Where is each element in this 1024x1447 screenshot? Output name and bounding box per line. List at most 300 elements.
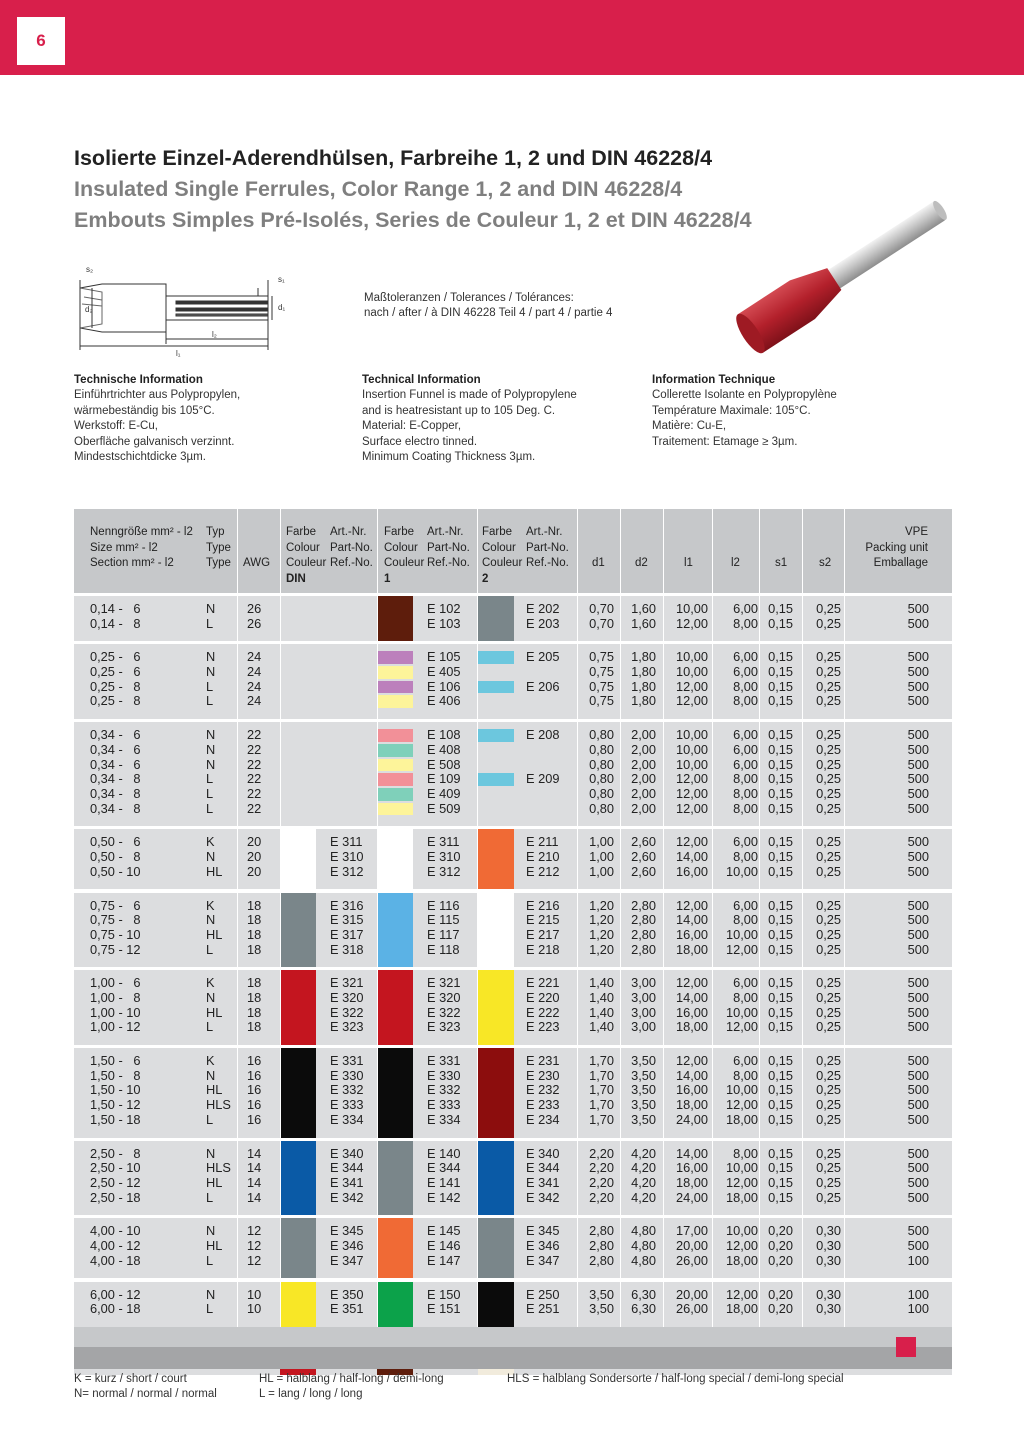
tolerances-line-2: nach / after / à DIN 46228 Teil 4 / part 4 / partie 4 — [364, 307, 613, 319]
cell-s2: 0,25 — [816, 1189, 841, 1205]
cell-d2: 4,20 — [631, 1189, 656, 1205]
cell-d2: 4,80 — [631, 1238, 656, 1254]
cell-s2: 0,25 — [816, 834, 841, 850]
cell-d1: 1,40 — [589, 989, 614, 1005]
table-row-group — [74, 644, 952, 719]
cell-partno-series1: E 108 — [427, 727, 461, 743]
cell-type: HLS — [206, 1160, 231, 1176]
header-size: Nenngröße mm² - l2 Size mm² - l2 Section mm² - l2 — [90, 526, 193, 569]
cell-vpe: 500 — [907, 1160, 929, 1176]
cell-size: 0,14 - 8 — [90, 615, 141, 631]
cell-l2: 12,00 — [725, 1174, 758, 1190]
tech-line: Température Maximale: 105°C. — [652, 404, 811, 417]
cell-partno-series2: E 208 — [526, 727, 560, 743]
cell-l1: 18,00 — [675, 1097, 708, 1113]
cell-d2: 2,00 — [631, 741, 656, 757]
cell-partno-series1: E 405 — [427, 664, 461, 680]
cell-type: K — [206, 897, 215, 913]
cell-partno-series2: E 217 — [526, 926, 560, 942]
cell-partno-din: E 311 — [330, 834, 363, 850]
cell-type: N — [206, 912, 216, 928]
cell-awg: 22 — [247, 771, 262, 787]
cell-size: 1,50 - 12 — [90, 1097, 141, 1113]
cell-s2: 0,25 — [816, 741, 841, 757]
cell-partno-series2: E 251 — [526, 1301, 560, 1317]
cell-s1: 0,15 — [768, 1160, 793, 1176]
cell-type: HL — [206, 926, 223, 942]
cell-partno-series1: E 146 — [427, 1238, 461, 1254]
cell-partno-din: E 330 — [330, 1067, 364, 1083]
cell-type: N — [206, 756, 216, 772]
cell-s1: 0,15 — [768, 1019, 793, 1035]
cell-type: N — [206, 989, 216, 1005]
cell-type: K — [206, 834, 215, 850]
cell-d1: 1,70 — [589, 1053, 614, 1069]
cell-awg: 22 — [247, 741, 262, 757]
cell-vpe: 500 — [907, 756, 929, 772]
cell-s2: 0,25 — [816, 1019, 841, 1035]
table-footer-band-dark — [74, 1347, 952, 1369]
cell-l2: 8,00 — [733, 615, 758, 631]
cell-partno-din: E 321 — [330, 975, 364, 991]
cell-partno-series2: E 209 — [526, 771, 560, 787]
cell-awg: 14 — [247, 1160, 262, 1176]
cell-l1: 16,00 — [675, 1082, 708, 1098]
cell-l2: 6,00 — [733, 664, 758, 680]
cell-d2: 2,60 — [631, 863, 656, 879]
cell-d2: 1,80 — [631, 693, 656, 709]
cell-partno-series2: E 346 — [526, 1238, 560, 1254]
cell-s2: 0,25 — [816, 601, 841, 616]
cell-l1: 16,00 — [675, 1160, 708, 1176]
cell-l1: 26,00 — [675, 1301, 708, 1317]
cell-d1: 0,80 — [589, 800, 614, 816]
cell-d1: 1,40 — [589, 1019, 614, 1035]
cell-size: 0,50 - 6 — [90, 834, 141, 850]
cell-d2: 2,60 — [631, 849, 656, 865]
cell-type: L — [206, 1301, 214, 1317]
cell-type: L — [206, 1189, 214, 1205]
cell-size: 0,34 - 6 — [90, 756, 141, 772]
cell-d1: 2,80 — [589, 1223, 614, 1239]
cell-l2: 6,00 — [733, 834, 758, 850]
cell-vpe: 500 — [907, 727, 929, 743]
cell-vpe: 500 — [907, 975, 929, 991]
cell-s1: 0,15 — [768, 664, 793, 680]
cell-s1: 0,20 — [768, 1223, 793, 1239]
cell-l1: 17,00 — [675, 1223, 708, 1239]
cell-vpe: 500 — [907, 834, 929, 850]
cell-partno-series1: E 140 — [427, 1145, 461, 1161]
cell-d1: 1,70 — [589, 1067, 614, 1083]
cell-l1: 14,00 — [675, 1145, 708, 1161]
header-s2: s2 — [819, 557, 832, 569]
cell-l1: 12,00 — [675, 678, 708, 694]
cell-d2: 3,00 — [631, 1019, 656, 1035]
cell-l1: 10,00 — [675, 727, 708, 743]
cell-partno-series1: E 509 — [427, 800, 461, 816]
colour-swatch-din — [280, 893, 316, 968]
cell-partno-series1: E 321 — [427, 975, 461, 991]
cell-d1: 1,40 — [589, 975, 614, 991]
cell-awg: 26 — [247, 615, 262, 631]
cell-partno-series1: E 145 — [427, 1223, 461, 1239]
tech-info-german — [74, 373, 240, 465]
cell-vpe: 500 — [907, 1004, 929, 1020]
table-row-group — [74, 596, 952, 641]
cell-vpe: 500 — [907, 601, 929, 616]
cell-awg: 22 — [247, 756, 262, 772]
cell-size: 1,00 - 8 — [90, 989, 141, 1005]
cell-l2: 12,00 — [725, 1019, 758, 1035]
cell-partno-din: E 315 — [330, 912, 364, 928]
cell-type: HL — [206, 1082, 223, 1098]
cell-s2: 0,25 — [816, 941, 841, 957]
cell-s1: 0,15 — [768, 1145, 793, 1161]
ferrule-product-image — [726, 185, 966, 360]
cell-s1: 0,20 — [768, 1286, 793, 1302]
cell-d2: 6,30 — [631, 1286, 656, 1302]
cell-d2: 2,00 — [631, 785, 656, 801]
cell-type: K — [206, 1053, 215, 1069]
cell-type: N — [206, 1067, 216, 1083]
cell-s1: 0,15 — [768, 1004, 793, 1020]
cell-l1: 12,00 — [675, 771, 708, 787]
tech-info-english — [362, 373, 577, 465]
legend-n: N= normal / normal / normal — [74, 1388, 217, 1400]
cell-vpe: 100 — [907, 1301, 929, 1317]
cell-l2: 6,00 — [733, 897, 758, 913]
table-row-group — [74, 722, 952, 826]
colour-swatch-s1 — [377, 681, 413, 694]
cell-vpe: 500 — [907, 1189, 929, 1205]
cell-s2: 0,30 — [816, 1252, 841, 1268]
cell-partno-series1: E 312 — [427, 863, 461, 879]
cell-s2: 0,25 — [816, 771, 841, 787]
cell-d2: 1,60 — [631, 615, 656, 631]
cell-partno-din: E 323 — [330, 1019, 364, 1035]
colour-swatch-din — [280, 829, 316, 889]
colour-swatch-s1 — [377, 803, 413, 816]
tech-heading-english: Technical Information — [362, 374, 481, 386]
page-number: 6 — [17, 17, 65, 65]
cell-s2: 0,25 — [816, 1145, 841, 1161]
cell-d2: 1,80 — [631, 678, 656, 694]
colour-swatch-s1 — [377, 788, 413, 801]
cell-s2: 0,25 — [816, 678, 841, 694]
cell-size: 2,50 - 12 — [90, 1174, 141, 1190]
cell-partno-series1: E 332 — [427, 1082, 461, 1098]
cell-size: 1,50 - 6 — [90, 1053, 141, 1069]
cell-partno-series2: E 210 — [526, 849, 560, 865]
cell-type: K — [206, 975, 215, 991]
ferrule-table — [74, 509, 952, 1369]
label-d1: d₁ — [278, 303, 286, 312]
cell-s2: 0,25 — [816, 849, 841, 865]
cell-l2: 8,00 — [733, 1067, 758, 1083]
cell-d2: 1,80 — [631, 664, 656, 680]
table-row-group — [74, 1282, 952, 1327]
cell-l1: 12,00 — [675, 800, 708, 816]
cell-l1: 16,00 — [675, 863, 708, 879]
cell-type: N — [206, 1286, 216, 1302]
cell-awg: 16 — [247, 1097, 262, 1113]
cell-size: 0,75 - 12 — [90, 941, 141, 957]
cell-type: N — [206, 649, 216, 665]
header-l2: l2 — [731, 557, 740, 569]
cell-size: 1,50 - 8 — [90, 1067, 141, 1083]
cell-l2: 6,00 — [733, 601, 758, 616]
header-colour-series1: Farbe Colour Couleur 1 — [384, 526, 425, 585]
cell-s2: 0,25 — [816, 800, 841, 816]
cell-l2: 12,00 — [725, 1238, 758, 1254]
colour-swatch-s2 — [478, 681, 514, 694]
cell-partno-din: E 333 — [330, 1097, 364, 1113]
cell-d2: 4,20 — [631, 1174, 656, 1190]
cell-s1: 0,15 — [768, 1053, 793, 1069]
header-s1: s1 — [775, 557, 788, 569]
cell-d2: 3,00 — [631, 975, 656, 991]
cell-s2: 0,30 — [816, 1301, 841, 1317]
cell-size: 2,50 - 8 — [90, 1145, 141, 1161]
cell-partno-series1: E 150 — [427, 1286, 461, 1302]
cell-partno-series1: E 408 — [427, 741, 461, 757]
cell-awg: 14 — [247, 1145, 262, 1161]
cell-size: 0,14 - 6 — [90, 601, 141, 616]
cell-partno-din: E 346 — [330, 1238, 364, 1254]
label-d2: d₂ — [85, 305, 93, 314]
cell-d1: 3,50 — [589, 1301, 614, 1317]
table-footer-band — [74, 1327, 952, 1347]
cell-size: 1,00 - 6 — [90, 975, 141, 991]
cell-d2: 1,60 — [631, 601, 656, 616]
cell-size: 0,25 - 8 — [90, 678, 141, 694]
colour-swatch-s2 — [478, 729, 514, 742]
cell-vpe: 500 — [907, 693, 929, 709]
cell-vpe: 500 — [907, 1111, 929, 1127]
cell-type: L — [206, 693, 214, 709]
cell-l2: 8,00 — [733, 693, 758, 709]
cell-type: N — [206, 664, 216, 680]
cell-type: L — [206, 678, 214, 694]
legend-l: L = lang / long / long — [259, 1388, 363, 1400]
cell-l2: 6,00 — [733, 649, 758, 665]
cell-l2: 12,00 — [725, 1097, 758, 1113]
cell-l2: 6,00 — [733, 1053, 758, 1069]
cell-partno-series1: E 344 — [427, 1160, 461, 1176]
cell-s1: 0,15 — [768, 1067, 793, 1083]
cell-d1: 1,20 — [589, 941, 614, 957]
cell-d2: 2,80 — [631, 941, 656, 957]
cell-partno-series1: E 310 — [427, 849, 461, 865]
colour-swatch-s1 — [377, 695, 413, 708]
cell-vpe: 500 — [907, 941, 929, 957]
cell-l1: 10,00 — [675, 756, 708, 772]
cell-vpe: 500 — [907, 664, 929, 680]
cell-l2: 8,00 — [733, 1145, 758, 1161]
cell-s1: 0,15 — [768, 785, 793, 801]
cell-vpe: 500 — [907, 1067, 929, 1083]
cell-awg: 18 — [247, 897, 262, 913]
cell-vpe: 500 — [907, 1223, 929, 1239]
cell-d1: 0,75 — [589, 678, 614, 694]
cell-vpe: 500 — [907, 785, 929, 801]
cell-partno-series2: E 223 — [526, 1019, 560, 1035]
cell-l1: 10,00 — [675, 601, 708, 616]
colour-swatch-din — [280, 1218, 316, 1278]
cell-s2: 0,25 — [816, 897, 841, 913]
cell-s1: 0,15 — [768, 693, 793, 709]
cell-type: L — [206, 1252, 214, 1268]
cell-partno-series2: E 340 — [526, 1145, 560, 1161]
cell-s2: 0,25 — [816, 693, 841, 709]
cell-partno-series1: E 118 — [427, 941, 460, 957]
cell-s2: 0,30 — [816, 1286, 841, 1302]
cell-awg: 24 — [247, 664, 262, 680]
cell-partno-series2: E 347 — [526, 1252, 560, 1268]
cell-size: 2,50 - 18 — [90, 1189, 141, 1205]
cell-partno-series2: E 233 — [526, 1097, 560, 1113]
colour-swatch-s2 — [478, 651, 514, 664]
tech-line: Collerette Isolante en Polypropylène — [652, 389, 837, 402]
cell-s2: 0,25 — [816, 727, 841, 743]
cell-s1: 0,15 — [768, 1189, 793, 1205]
cell-type: L — [206, 1019, 214, 1035]
cell-s2: 0,25 — [816, 1053, 841, 1069]
legend-k: K = kurz / short / court — [74, 1373, 187, 1385]
label-s2: s₂ — [86, 265, 94, 274]
title-english: Insulated Single Ferrules, Color Range 1, 2 and DIN 46228/4 — [74, 177, 683, 201]
cell-s2: 0,25 — [816, 926, 841, 942]
cell-l1: 10,00 — [675, 741, 708, 757]
cell-type: HL — [206, 1004, 223, 1020]
cell-d2: 3,50 — [631, 1053, 656, 1069]
cell-l1: 18,00 — [675, 941, 708, 957]
cell-d2: 3,50 — [631, 1111, 656, 1127]
title-german: Isolierte Einzel-Aderendhülsen, Farbreihe 1, 2 und DIN 46228/4 — [74, 146, 713, 170]
cell-d1: 0,80 — [589, 756, 614, 772]
column-divider — [577, 509, 578, 1327]
cell-d2: 4,80 — [631, 1223, 656, 1239]
cell-awg: 18 — [247, 975, 262, 991]
cell-partno-series2: E 221 — [526, 975, 560, 991]
legend-col-3 — [507, 1372, 844, 1387]
cell-d1: 1,20 — [589, 926, 614, 942]
cell-s2: 0,25 — [816, 1097, 841, 1113]
cell-awg: 12 — [247, 1223, 262, 1239]
colour-swatch-s1 — [377, 666, 413, 679]
cell-vpe: 100 — [907, 1252, 929, 1268]
header-partno-series2: Art.-Nr. Part-No. Ref.-No. — [526, 526, 569, 569]
legend-col-2 — [259, 1372, 444, 1402]
cell-vpe: 500 — [907, 926, 929, 942]
cell-s2: 0,25 — [816, 785, 841, 801]
cell-partno-din: E 351 — [330, 1301, 364, 1317]
legend-hls: HLS = halblang Sondersorte / half-long special / demi-long special — [507, 1373, 844, 1385]
cell-vpe: 500 — [907, 741, 929, 757]
cell-d1: 0,80 — [589, 727, 614, 743]
cell-partno-din: E 318 — [330, 941, 364, 957]
header-bar — [0, 0, 1024, 75]
cell-awg: 10 — [247, 1301, 262, 1317]
cell-awg: 14 — [247, 1174, 262, 1190]
cell-vpe: 500 — [907, 1097, 929, 1113]
cell-partno-series1: E 311 — [427, 834, 460, 850]
cell-s1: 0,15 — [768, 941, 793, 957]
cell-awg: 14 — [247, 1189, 262, 1205]
table-row-group — [74, 1141, 952, 1216]
cell-l2: 18,00 — [725, 1252, 758, 1268]
colour-swatch-s1 — [377, 1218, 413, 1278]
cell-l1: 20,00 — [675, 1286, 708, 1302]
tech-info-french — [652, 373, 837, 450]
cell-partno-series1: E 330 — [427, 1067, 461, 1083]
cell-l1: 12,00 — [675, 693, 708, 709]
cell-s2: 0,30 — [816, 1223, 841, 1239]
cell-d2: 3,50 — [631, 1067, 656, 1083]
cell-partno-series2: E 230 — [526, 1067, 560, 1083]
cell-partno-series1: E 102 — [427, 601, 461, 616]
cell-awg: 20 — [247, 834, 262, 850]
cell-awg: 20 — [247, 863, 262, 879]
ferrule-technical-drawing — [72, 260, 297, 360]
cell-d1: 1,00 — [589, 834, 614, 850]
cell-vpe: 100 — [907, 1286, 929, 1302]
cell-partno-din: E 344 — [330, 1160, 364, 1176]
cell-partno-series2: E 215 — [526, 912, 560, 928]
cell-d1: 2,20 — [589, 1189, 614, 1205]
cell-d2: 2,00 — [631, 771, 656, 787]
cell-s2: 0,25 — [816, 912, 841, 928]
cell-d1: 1,20 — [589, 897, 614, 913]
colour-swatch-s1 — [377, 893, 413, 968]
cell-type: L — [206, 1111, 214, 1127]
cell-d1: 0,80 — [589, 785, 614, 801]
cell-d1: 1,70 — [589, 1097, 614, 1113]
colour-swatch-s1 — [377, 744, 413, 757]
cell-l1: 14,00 — [675, 912, 708, 928]
header-partno-din: Art.-Nr. Part-No. Ref.-No. — [330, 526, 373, 569]
cell-d1: 1,20 — [589, 912, 614, 928]
cell-awg: 24 — [247, 649, 262, 665]
table-row-group — [74, 1218, 952, 1278]
table-row-group — [74, 1048, 952, 1138]
cell-l1: 14,00 — [675, 849, 708, 865]
cell-d1: 0,70 — [589, 615, 614, 631]
cell-d1: 3,50 — [589, 1286, 614, 1302]
cell-d1: 1,40 — [589, 1004, 614, 1020]
cell-partno-din: E 310 — [330, 849, 364, 865]
header-partno-series1: Art.-Nr. Part-No. Ref.-No. — [427, 526, 470, 569]
cell-l1: 10,00 — [675, 664, 708, 680]
cell-size: 0,25 - 6 — [90, 664, 141, 680]
cell-partno-series1: E 117 — [427, 926, 460, 942]
cell-awg: 16 — [247, 1082, 262, 1098]
cell-s1: 0,15 — [768, 926, 793, 942]
cell-s1: 0,15 — [768, 1082, 793, 1098]
cell-s2: 0,25 — [816, 664, 841, 680]
cell-partno-din: E 317 — [330, 926, 364, 942]
cell-s2: 0,25 — [816, 1067, 841, 1083]
cell-size: 0,34 - 8 — [90, 800, 141, 816]
title-french: Embouts Simples Pré-Isolés, Series de Couleur 1, 2 et DIN 46228/4 — [74, 208, 752, 232]
cell-l1: 18,00 — [675, 1174, 708, 1190]
cell-partno-series2: E 203 — [526, 615, 560, 631]
cell-s2: 0,30 — [816, 1238, 841, 1254]
cell-type: L — [206, 785, 214, 801]
cell-s2: 0,25 — [816, 615, 841, 631]
cell-s1: 0,15 — [768, 601, 793, 616]
